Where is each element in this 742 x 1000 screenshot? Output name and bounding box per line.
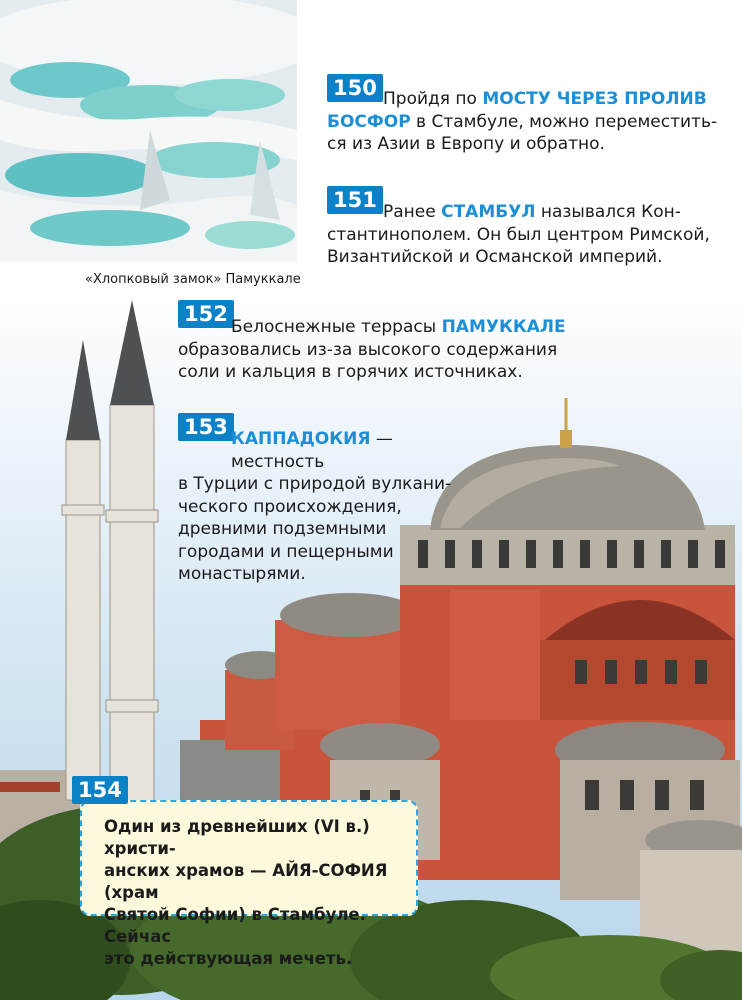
fact-152-line-1: Белоснежные террасы ПАМУККАЛЕ [231,317,566,337]
fact-152-text [178,316,578,384]
fact-153-line-4: древними подземными [178,519,387,539]
fact-151-text [327,201,737,269]
fact-154-line-4: это действующая мечеть. [104,949,353,968]
fact-153-line-2: в Турции с природой вулкани- [178,474,452,494]
fact-153-line-3: ческого происхождения, [178,496,402,517]
fact-153-line-6: монастырями. [178,564,306,584]
fact-150-line-1: Пройдя по МОСТУ ЧЕРЕЗ ПРОЛИВ [383,89,707,109]
fact-151-line-3: Византийской и Османской империй. [327,247,663,267]
photo-caption: «Хлопковый замок» Памуккале [85,272,301,287]
fact-153-line-1: КАППАДОКИЯ — местность [231,429,393,472]
fact-150-text [327,88,737,156]
fact-151-line-1: Ранее СТАМБУЛ назывался Кон- [383,202,681,222]
fact-153-line-5: городами и пещерными [178,541,394,562]
fact-152-line-3: соли и кальция в горячих источниках. [178,362,523,382]
fact-152-line-2: образовались из-за высокого содержания [178,339,558,360]
fact-150-line-3: ся из Азии в Европу и обратно. [327,134,605,154]
fact-154-box [80,800,418,968]
fact-number-151: 151 [327,186,383,214]
fact-150-line-2: БОСФОР в Стамбуле, можно переместить- [327,111,718,132]
fact-154-line-2: анских храмов — АЙЯ-СОФИЯ (храм [104,861,388,902]
fact-154-line-1: Один из древнейших (VI в.) христи- [104,817,370,858]
fact-number-153: 153 [178,413,234,441]
fact-number-150: 150 [327,74,383,102]
fact-151-line-2: стантинополем. Он был центром Римской, [327,224,710,245]
fact-154-line-3: Святой Софии) в Стамбуле. Сейчас [104,905,366,946]
fact-153-text [178,428,478,586]
fact-number-154: 154 [72,776,128,804]
fact-number-152: 152 [178,300,234,328]
